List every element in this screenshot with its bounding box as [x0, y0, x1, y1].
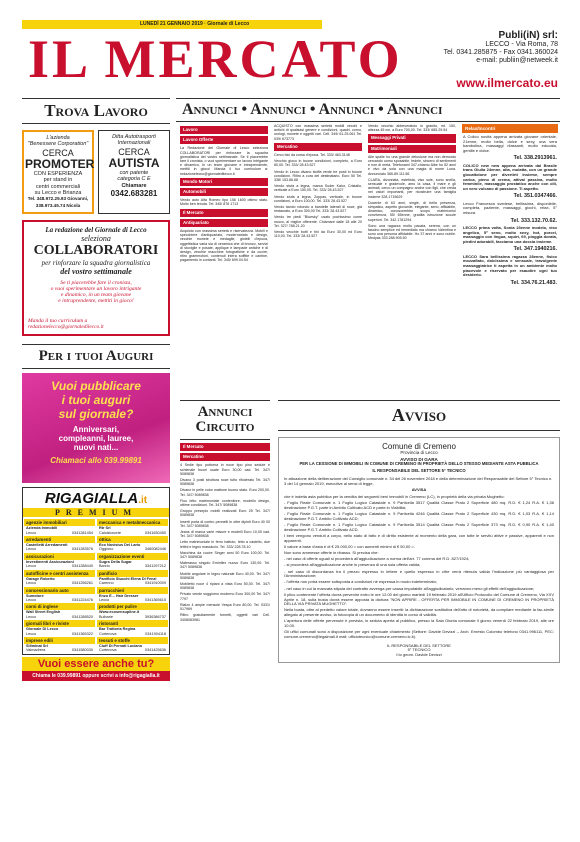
rigagialla-category: assicurazioni: [24, 553, 95, 560]
classified-col-2: [274, 124, 362, 240]
category-header: Lavoro: [180, 126, 268, 134]
publisher-phone: Tel. 0341.285875 - Fax 0341.360024: [443, 49, 558, 56]
relax-ad: Tel. 351.0347466.: [513, 193, 557, 200]
entry-detail: [99, 564, 166, 568]
recruit-line: Manda il tuo curriculum a: [28, 318, 88, 325]
entry-phone: 0341281454: [71, 530, 93, 535]
classified-ad: Docente di 63 anni, single, di bella presenza, simpatico, aspetto giovanile, elegante, serio, affidabile, dinamico, conoscerebbe scopo matrimonio/ convivenza, 55/ 65enne, gradita istruzione scuole superiori. Tel. 342.1781294.: [368, 200, 456, 222]
category-header: Lavoro Offerte: [180, 136, 268, 144]
entry-detail: [26, 564, 93, 568]
job-card-autista: [98, 130, 170, 214]
job-line: categoria C E: [117, 176, 151, 183]
circuito-ads: [180, 443, 270, 622]
circuito-column: [180, 400, 270, 624]
relax-ad: Tel. 338.2913961.: [513, 155, 557, 162]
rigagialla-category: prodotti per pulire: [97, 603, 168, 610]
classified-ad: Divano in pelle color mattone buono stato. Euro 200,00. Tel. 347/ 5089838: [180, 488, 270, 497]
category-header: Antiquariato: [180, 219, 268, 227]
avviso-section: [278, 400, 560, 663]
entry-city: Lecco: [26, 564, 37, 569]
entry-city: Cortenova: [99, 631, 117, 636]
classified-ad: Macchina da cucire Singer anni 50 Euro 100,00. Tel. 347/ 5089838: [180, 550, 270, 560]
rigagialla-box: [22, 487, 170, 655]
entry-name: Giornale Di Lecco: [26, 627, 59, 632]
job-line: Ditta Autotrasporti: [112, 134, 156, 140]
job-line: AUTISTA: [108, 155, 160, 170]
relax-ad: LECCO Sara bellissima ragazza 28enne, fisico mozzafiato, dolcissima e sensuale, travolgente massaggiatrice ti aspetta in un ambiente molto piacevole e riservato per esaudire ogni tuo desiderio.: [463, 253, 557, 278]
section-circuito: Annunci Circuito: [195, 404, 255, 435]
auguri-line: sul giornale?: [58, 407, 134, 422]
rigagialla-entry[interactable]: [97, 560, 168, 569]
avviso-paragraph: - Foglio Reale Comunale n. 1 Foglio Logico Catastale n. 9 Particella 3514 Qualità Classe Prato 2 Superficie 373 mq. R.D. € 0,90 R.A. € 1,40 destinazione P.G.T. Ambito Coltivato ACD.: [284, 521, 554, 532]
classified-ad: Mobiletto noce 4 ripiani a vista Euro 50,00. Tel. 347/ 5089838: [180, 582, 270, 591]
classified-ad: Sono una ragazza molto pacata, serena, con un fascino semplice ed immediato ma chiamo Valentina e sono una persona affidabile. Ho 37 anni e sono nubile. Medyas 333.288.905.50: [368, 223, 456, 241]
category-header: Mercatino: [180, 453, 270, 461]
rigagialla-category: ottica: [97, 536, 168, 543]
entry-phone: 0341365322: [71, 631, 93, 636]
avviso-provincia: Provincia di Lecco: [400, 450, 438, 455]
relax-ad: LECCO prima volta, Sonia 23enne modelo, viso angelico, 5ª seno, molto sexy, hot, porcel, massaggio con lingua, squirt, 69, pioggia dorata, piedini adorabili, facciamo una doccia insieme.: [463, 224, 557, 244]
auguri-line: i tuoi auguri: [61, 393, 131, 408]
classified-ad: Vendo tavolo rotondo a bandelle laterali di noce, già restaurato, a Euro 300,00 Tel. 333/ 28.43.527: [274, 205, 362, 214]
classified-ad: Vendo stufa a legna, Zoppas, verticale, in buone condizioni, a Euro 100,00. Tel. 333/ 28.43.527: [274, 194, 362, 203]
divider: [22, 368, 170, 369]
auguri-line: Vuoi pubblicare: [51, 379, 141, 394]
classified-ad: Privato vende soggiorno moderno Euro 300,00 Tel. 347/ 7797: [180, 592, 270, 601]
rigagialla-entry[interactable]: [24, 560, 95, 569]
rigagialla-category: corsi di inglese: [24, 603, 95, 610]
relax-ad: Tel. 347.1940216.: [513, 246, 557, 253]
rigagialla-entry[interactable]: [24, 594, 95, 603]
avviso-paragraph: Il plico contenente l'offerta dovrà pervenire entro le ore 12.00 del giorno martedì 19 febbraio 2019 all'Ufficio Protocollo del Comune di Cremeno, Via XXV Aprile n. 18, sulla busta dovrà essere apposta la dicitura "NON APRIRE - OFFERTA PER IMMOBILE IN COMUNE DI CREMENO IN PROPRIETÀ DELLA VIA PRIVATA MUGHETTO".: [284, 591, 554, 607]
classified-col-4: [462, 124, 558, 290]
category-header: Il Mercato: [180, 209, 268, 217]
entry-detail: [26, 648, 93, 652]
entry-city: Lecco: [26, 614, 37, 619]
recruit-line: per rinforzare la squadra giornalistica: [41, 259, 151, 268]
rigagialla-logo: [23, 488, 169, 508]
rigagialla-cta: [22, 657, 170, 671]
rigagialla-entry[interactable]: [24, 610, 95, 619]
entry-name: Sumotore: [26, 593, 44, 598]
entry-detail: [26, 547, 93, 551]
category-header: Messaggi Privati: [368, 134, 456, 142]
entry-city: Oggiono: [99, 547, 114, 552]
classified-col-3: [368, 124, 456, 243]
category-header: Mercatino: [274, 143, 362, 151]
entry-phone: 0341910009: [144, 581, 166, 586]
entry-name: Cluff Di Pernati Luciano: [99, 643, 143, 648]
job-line: L'azienda: [46, 135, 70, 141]
divider: [278, 430, 560, 431]
recruit-line: seleziona: [81, 234, 111, 244]
job-cards: [22, 130, 170, 214]
classified-ad: Rialzo 4 ampie mensole Vespa Euro 80,00. Tel. 0331/ 517969: [180, 602, 270, 612]
divider: [180, 439, 270, 440]
job-line: CERCA: [42, 147, 74, 158]
entry-city: Valmadrera: [26, 648, 46, 653]
header: [22, 20, 558, 94]
classified-ad: Vendo vecchie botti e tini da Euro 30,00 ed Euro 110,00. Tel. 333/ 28.43.527: [274, 230, 362, 239]
entry-city: Barzio: [99, 564, 110, 569]
recruit-line: o vuoi sperimentare un lavoro intrigante: [50, 286, 142, 293]
avviso-paragraph: Gli uffici comunali sono a disposizione per ogni eventuale chiarimento (Settore: Davide Devizzi – Arch. Ernesto Colombo telefono 0341.996111, PEC: comune.cremeno@legalmail.it mail: ufficiotecnico@comune.cremeno.lc.it).: [284, 629, 554, 639]
entry-phone: 0341425636: [144, 648, 166, 653]
rigagialla-brand: RIGAGIALLA: [44, 490, 139, 508]
classified-ad: Vendo tre piedi "Bluesky" usato pochissimo come nuovo, al miglior offerente. Chiamare dalle 18 alle 20 Tel. 327/ 788.21.20: [274, 215, 362, 228]
avviso-paragraph: che è indetta asta pubblica per la vendita dei seguenti beni immobili in Cremeno (LC), in proprietà della via privata Mughetto:: [284, 493, 505, 499]
auguri-line: nuovi nati...: [73, 443, 119, 453]
rigagialla-entry[interactable]: [97, 644, 168, 653]
entry-name: Eco Novistus Del Lario: [99, 543, 141, 548]
entry-city: Lecco: [26, 597, 37, 602]
classified-ad: Jeans di marca varie misure e modelli Euro 10,00 cad. Tel. 347/ 5089838: [180, 530, 270, 539]
classified-ad: Inserti porta di contro pennelli in oltre dipinti Euro 40 00 Tel. 347/ 5089838: [180, 519, 270, 528]
entry-detail: [26, 615, 93, 619]
auguri-phone[interactable]: Chiamaci allo 039.99891: [50, 456, 142, 466]
entry-city: Calolziocorte: [99, 530, 121, 535]
avviso-box: [278, 437, 560, 663]
entry-phone: 0341904118: [145, 631, 166, 636]
entry-city: Bulbarie: [99, 614, 113, 619]
entry-city: Cortenova: [99, 648, 117, 653]
entry-detail: [99, 615, 166, 619]
category-header: Matrimoniali: [368, 145, 456, 153]
job-line: CERCA: [118, 146, 150, 157]
avviso-avvisa: AVVISA: [411, 487, 427, 493]
section-trova-lavoro: Trova Lavoro: [44, 101, 148, 120]
job-line: Chiamare: [121, 182, 147, 189]
rigagialla-premium: PREMIUM: [23, 508, 169, 517]
rigagialla-entry[interactable]: [97, 577, 168, 586]
entry-detail: [99, 648, 166, 652]
rigagialla-entry[interactable]: [24, 543, 95, 552]
relax-ad: A Colico novità appena arrivata giovane orientale, 21enne, molto bella, dolce e sexy, una vera bambolina, massaggi rilassanti, molto educata, gentile e dolce.: [463, 134, 557, 153]
firma-line: f.to geom. Davide Devizzi: [396, 652, 442, 658]
masthead-title: IL MERCATO: [28, 29, 403, 89]
relax-ads: [462, 133, 558, 290]
rigagialla-entry[interactable]: [24, 644, 95, 653]
rigagialla-cta-contact[interactable]: Chiama le 039.99891 oppure scrivi a info@rigagialla.it: [22, 671, 170, 681]
entry-city: Lecco: [26, 631, 37, 636]
entry-phone: 0341288440: [71, 564, 93, 569]
entry-detail: [99, 581, 166, 585]
entry-phone: 3341297212: [144, 564, 166, 569]
avviso-paragraph: - nel caso di offerte uguali si procederà all'aggiudicazione a norma dell'art. 77 comma del R.D. 827/1924;: [284, 556, 470, 562]
job-line: CON ESPERIENZA: [33, 170, 83, 177]
entry-name: Enzo E... Hair Dresser: [99, 593, 139, 598]
classified-ad: Vendo in Lecco divano stoffa verde tre posti in buone condizioni. Ritiro a cura del destinatario. Euro 50 Tel. 338/ 153.86.68: [274, 169, 362, 183]
classified-ad: Flou letto matrimoniale contenitore, modello design, ottime condizioni. Tel. 347/ 5089838: [180, 498, 270, 508]
rigagialla-entry[interactable]: [24, 627, 95, 636]
avviso-paragraph: Nella busta, oltre al predetto valore totale, dovranno essere inseriti: la dichiarazione sostitutiva dell'atto di notorietà, da compilare mediante la fac-simile allegato al presente avviso, la fotocopia di un documento di identità in corso di validità.: [284, 607, 554, 618]
entry-city: Lecco: [99, 597, 110, 602]
auguri-ad: [22, 373, 170, 483]
entry-name: Castelletti Arredamenti: [26, 543, 68, 548]
job-line: Tel. 348.972.25.93 Giovanni,: [27, 196, 89, 202]
job-line: centri commerciali: [35, 183, 81, 190]
avviso-paragraph: - Foglio Reale Comunale n. 1 Foglio Logico Catastale n. 9 Particella 3517 Qualità Classe Prato 2 Superficie 480 mq. R.D. € 1,24 R.A. € 1,36 destinazione P.G.T. parte in Ambito Coltivato ACD e parte in Viabilità;: [284, 500, 554, 510]
entry-phone: 0341288520: [71, 614, 93, 619]
avviso-paragraph: Non sono ammesse offerte in ribasso. Si precisa che:: [284, 549, 379, 555]
classified-ad: Vendo auto Alfa Romeo tipo 156 1600 ottimo stato. Molto ben tenuta. Tel. 345/ 876 1713: [180, 198, 268, 207]
avviso-intro: In attuazione della deliberazione del Consiglio comunale n. 34 del 26 novembre 2018 e della determinazione del Responsabile del Settore 5° Tecnico n. 3 del 14 gennaio 2019, esecutive ai sensi di legge,: [284, 475, 553, 486]
entry-city: Lecco: [26, 530, 37, 535]
avviso-paragraph: - si procederà all'aggiudicazione anche in presenza di una sola offerta valida;: [284, 562, 421, 568]
entry-name: Investimenti Assicurazioni: [26, 559, 74, 564]
rigagialla-entry[interactable]: [97, 543, 168, 552]
rigagialla-category: panificio: [97, 570, 168, 577]
rigagialla-category: organizzazione eventi: [97, 553, 168, 560]
classified-ad: Mobile angolare in legno naturale Euro 40,00. Tel. 347/ 5089838: [180, 571, 270, 580]
recruit-line: La redazione del Giornale di Lecco: [45, 226, 147, 235]
entry-name: Bar Trattoria Regina: [99, 627, 136, 632]
relax-ad: Tel. 333.132.70.62.: [510, 217, 557, 224]
classified-col-1: [180, 124, 268, 265]
entry-phone: 3936386737: [144, 614, 166, 619]
entry-detail: [26, 531, 93, 535]
entry-name: Siliminat Srl: [26, 643, 48, 648]
job-line: 338.973.45.74 Nicola: [35, 202, 81, 208]
avviso-paragraph: - Foglio Reale Comunale n. 1 Foglio Logico Catastale n. 9 Particella 4246 Qualità Classe Prato 2 Superficie 430 mq. R.D. € 1,03 R.A. € 1,14 destinazione P.G.T. Ambito Coltivato ACD;: [284, 511, 554, 521]
rigagialla-category: meccanica e metalmeccanica: [97, 519, 168, 526]
avviso-firma: [284, 644, 554, 658]
job-line: Internazionali: [117, 140, 151, 147]
spacer: [28, 304, 164, 318]
avviso-paragraph: - nel caso di discordanza tra il prezzo espresso in lettere e quello espresso in cifre verrà ritenuta valida l'indicazione più vantaggiosa per l'Amministrazione;: [284, 568, 554, 579]
classified-ad: Divano 3 posti struttura noce tutto rifoderato Tel. 347/ 5089838: [180, 478, 270, 487]
publisher-address: LECCO - Via Roma, 78: [485, 41, 558, 48]
entry-phone: 0341365615: [144, 597, 166, 602]
classified-ad: Cerco bici da corsa d'epoca. Tel. 333/ 463.3148: [274, 153, 350, 158]
relax-ad: Lecco Francesca svedese, bellissima, disponibile, completa, paziente, massaggi, giochi, relax, 5° misura.: [463, 200, 557, 215]
left-column: [22, 98, 170, 828]
recruit-line: del vostro settimanale: [60, 267, 132, 277]
section-auguri: Per i tuoi Auguri: [38, 348, 154, 365]
rigagialla-cta-title: Vuoi essere anche tu?: [37, 657, 155, 670]
rigagialla-entry[interactable]: [97, 627, 168, 636]
rigagialla-category: concessionario auto: [24, 587, 95, 594]
auguri-line: compleanni, lauree,: [58, 434, 134, 444]
classified-ad: Alle spalle ho una grande delusione ma non demordo cercando uomo sposabile, fedele, sincero di sentimenti e non di metà. Telefonami 347-chiamo Albe ho 52 anni e vivo da sola con una magia di nome Luna. Annunciato 366.89.111.56: [368, 154, 456, 176]
avviso-sub: PER LA CESSIONE DI IMMOBILI IN COMUNE DI CREMENO IN PROPRIETÀ DELLO STESSO MEDIANTE ASTA PUBBLICA: [299, 461, 539, 467]
section-annunci: Annunci • Annunci • Annunci • Annunci: [182, 101, 443, 118]
recruit-line: e intraprendente, mettiti in gioco!: [58, 298, 134, 305]
entry-city: Lecco: [26, 547, 37, 552]
rigagialla-category: agenzie immobiliari: [24, 519, 95, 526]
recruit-box: [22, 220, 170, 336]
recruit-line: COLLABORATORI: [33, 243, 159, 259]
website-link[interactable]: www.ilmercato.eu: [456, 76, 558, 90]
annunci-header: [176, 98, 560, 122]
entry-name: Garage Roberto: [26, 576, 55, 581]
entry-detail: [99, 598, 166, 602]
classified-ad: Ritiro gratuitamente furnetti, oggetti vari Cell. 3408083981: [180, 613, 270, 622]
divider: [22, 123, 170, 124]
avviso-paragraph: - l'offerta non potrà essere sottoposta a condizioni né espressa in modo indeterminato;: [284, 579, 438, 585]
entry-phone: 0341256261: [71, 581, 93, 586]
entry-detail: [99, 531, 166, 535]
entry-name: Azienda Immobili: [26, 526, 58, 531]
avviso-paragraph: L'apertura delle offerte pervenute è prevista, in seduta aperta al pubblico, presso la Sala Giunta comunale il giorno venerdì 22 febbraio 2019, alle ore 10.00.: [284, 618, 554, 629]
recruit-line: e dinamico, in un team giovane: [60, 292, 132, 299]
relax-ad: COLICO new new appena arrivata dal Brasile trans Giulia 24enne, alta, mulatta, con un grande giocattolone per divertirti insieme, sempre carica, pieno di crema, attiva/ passiva, molto femminile, massaggio prostatico anche con olii, un vero vulcano di passione. Ti aspetto.: [463, 162, 557, 191]
job-line: "Benessere Corporation": [27, 141, 89, 148]
entry-name: Www.ecosensupline.it: [99, 610, 140, 615]
publisher-block: [444, 30, 558, 65]
publisher-title: Publi(iN) srl:: [498, 30, 558, 41]
job-line: per stand in: [43, 177, 73, 184]
entry-name: Rtr Srl: [99, 526, 111, 531]
rigagialla-category: giornali libri e riviste: [24, 620, 95, 627]
job-line: su Lecco e Brianza: [34, 190, 82, 197]
classified-ad: CLARA, divorziata, estetista, viso sole, sono snella, sensuale e gradevole, amo la casa, il mare e gli animali, cerco un compagno anche con figli, che creda nei valori importanti, per ricostruire una famiglia insieme 328.1715629: [368, 177, 456, 199]
category-header: Il Mercato: [180, 443, 270, 451]
recruit-line: Se ti piacerebbe fare il cronista,: [60, 280, 132, 287]
entry-phone: 0341580030: [71, 648, 93, 653]
category-relax: Relax/Incontri: [462, 124, 558, 133]
rigagialla-category: autofficine e centri assistenza: [24, 570, 95, 577]
entry-phone: 3460082446: [144, 547, 166, 552]
classified-ad: Vendo stufa a legna, marca Suder Kalor, Cristallo, verticale a Euro 150,00. Tel. 333/ 28.43.527: [274, 184, 362, 193]
rigagialla-entry[interactable]: [97, 594, 168, 603]
classified-ad: Vecchio gioco in buone condizioni, completo, a Euro 80,00. Tel. 333/ 28.43.527: [274, 159, 362, 168]
rigagialla-entry[interactable]: [24, 577, 95, 586]
entry-phone: 0341283576: [71, 547, 93, 552]
avviso-paragraph: I beni vengono venduti a corpo, nello stato di fatto e di diritto esistente al momento della gara, con tutte le servitù attive e passive, apparenti e non apparenti.: [284, 532, 554, 543]
rigagialla-category: ristoranti: [97, 620, 168, 627]
classified-ad: 4 Sedie tipo pottorna in noce tipo pino sedute e schienale buoni usate Euro 30,00 cad. Tel. 347/ 5089838: [180, 463, 270, 476]
entry-phone: 0341630450: [144, 530, 166, 535]
rigagialla-category: imprese edili: [24, 637, 95, 644]
entry-city: Carenno: [99, 581, 114, 586]
classified-ad: ACQUISTO con massima serietà mobili vecchi e antichi di qualsiasi genere e condizioni, quadri, corno, orologi, monete e oggetti vari. Cell. 349/ 61.25.061 Tel. 039/ 673773: [274, 124, 362, 141]
avviso-titolo: AVVISO DI GARA: [400, 456, 438, 462]
rigagialla-entry[interactable]: [97, 610, 168, 619]
avviso-resp: IL RESPONSABILE DEL SETTORE 5° TECNICO: [372, 468, 466, 474]
rigagialla-category: arredamenti: [24, 536, 95, 543]
entry-name: Panificio Stucchi Elena Di Fenzi: [99, 576, 157, 581]
avviso-paragraph: - nel caso in cui la mancata stipula del contratto avvenga per causa imputabile all'aggiudicatario, verranno meno gli effetti dell'aggiudicazione;: [284, 585, 535, 591]
entry-phone: 0341224476: [71, 597, 93, 602]
entry-detail: [99, 547, 166, 551]
relax-ad: Tel. 334.76.21.483.: [510, 279, 557, 286]
avviso-body: [284, 495, 554, 640]
entry-detail: [26, 598, 93, 602]
entry-detail: [26, 632, 93, 636]
entry-city: Lecco: [26, 581, 37, 586]
recruit-email-link[interactable]: redazionelecco@giornaledilecco.it: [28, 324, 104, 331]
section-avviso: Avviso: [391, 405, 447, 425]
classified-ad: Gruppo presepio mobili realizzati Euro 25 Tel. 347/ 5089838: [180, 509, 270, 518]
date-line: LUNEDÌ 21 GENNAIO 2019 · Giornale di Lecco: [22, 20, 322, 29]
firma-line: IL RESPONSABILE DEL SETTORE: [387, 642, 451, 648]
category-header: Automobili: [180, 188, 268, 196]
job-line: PROMOTER: [25, 156, 95, 171]
classified-ad: Letto matrimoniale in ferro battuto, letto a castello, due lettini e legno massiccio. Tel. 333/ 228.78.10: [180, 540, 270, 549]
rigagialla-entry[interactable]: [97, 526, 168, 535]
entry-name: Sugra Della Sugar: [99, 559, 132, 564]
publisher-email[interactable]: e-mail: publiin@netweek.it: [476, 57, 558, 64]
classified-ad: Acquisto con massima serietà e riservatezza. Mobili e specchiere d'antiquariato, modernariato e design, vecchie monete e medaglie, gioielli d'epoca, oggettistica varia sia di ceramica che di bronzo, servizi di stoviglie e posate, applique e lampade antiche e di design, vecchie macchine fotografiche e da cucire, ritiro grammofoni, contenuti intera soffitte e cantine, pagamento in contanti. Tel. 345/ 699.04.54: [180, 229, 268, 263]
rigagialla-left: [24, 518, 95, 653]
avviso-paragraph: Il valore a base d'asta è di € 25.000,00 = con aumenti minimi di € 50,00 =.: [284, 543, 415, 549]
rigagialla-entry[interactable]: [24, 526, 95, 535]
entry-detail: [99, 632, 166, 636]
job-line: con patente: [119, 169, 149, 176]
rigagialla-suffix: .it: [138, 495, 148, 507]
classified-ad: La Redazione del Giornale di Lecco seleziona COLLABORATORI per rinforzare la squadra giornalistica del vostro settimanale. Se ti piacerebbe fare il cronista, o vuoi sperimentare un lavoro intrigante e dinamico, in un team giovane e intraprendente, mettiti in gioco! Manda il tuo curriculum a: redazionelecco@giornaledilecco.it: [180, 146, 268, 176]
category-header: Mondo Motori: [180, 178, 268, 186]
rigagialla-category: parrucchieri: [97, 587, 168, 594]
rigagialla-listing: [23, 517, 169, 654]
rigagialla-right: [97, 518, 168, 653]
auguri-line: Anniversari,: [72, 425, 120, 435]
firma-line: 5° TECNICO: [407, 647, 431, 653]
entry-detail: [26, 581, 93, 585]
classified-ad: Materasso singolo Eminflex nuovo Euro 130,00. Tel. 347/ 5089838: [180, 561, 270, 570]
job-line: 0342.683281: [110, 189, 158, 199]
avviso-ente: Comune di Cremeno: [382, 442, 456, 451]
job-card-promoter: [22, 130, 94, 214]
entry-name: Wall Street English: [26, 610, 61, 615]
rigagialla-category: tessuti e stoffe: [97, 637, 168, 644]
classified-ad: Vendo vecchio abbeveratoio in granito, mt. 150, altezza 45 cm, a Euro 700,00. Tel. 333/ 685.29.54: [368, 124, 456, 133]
